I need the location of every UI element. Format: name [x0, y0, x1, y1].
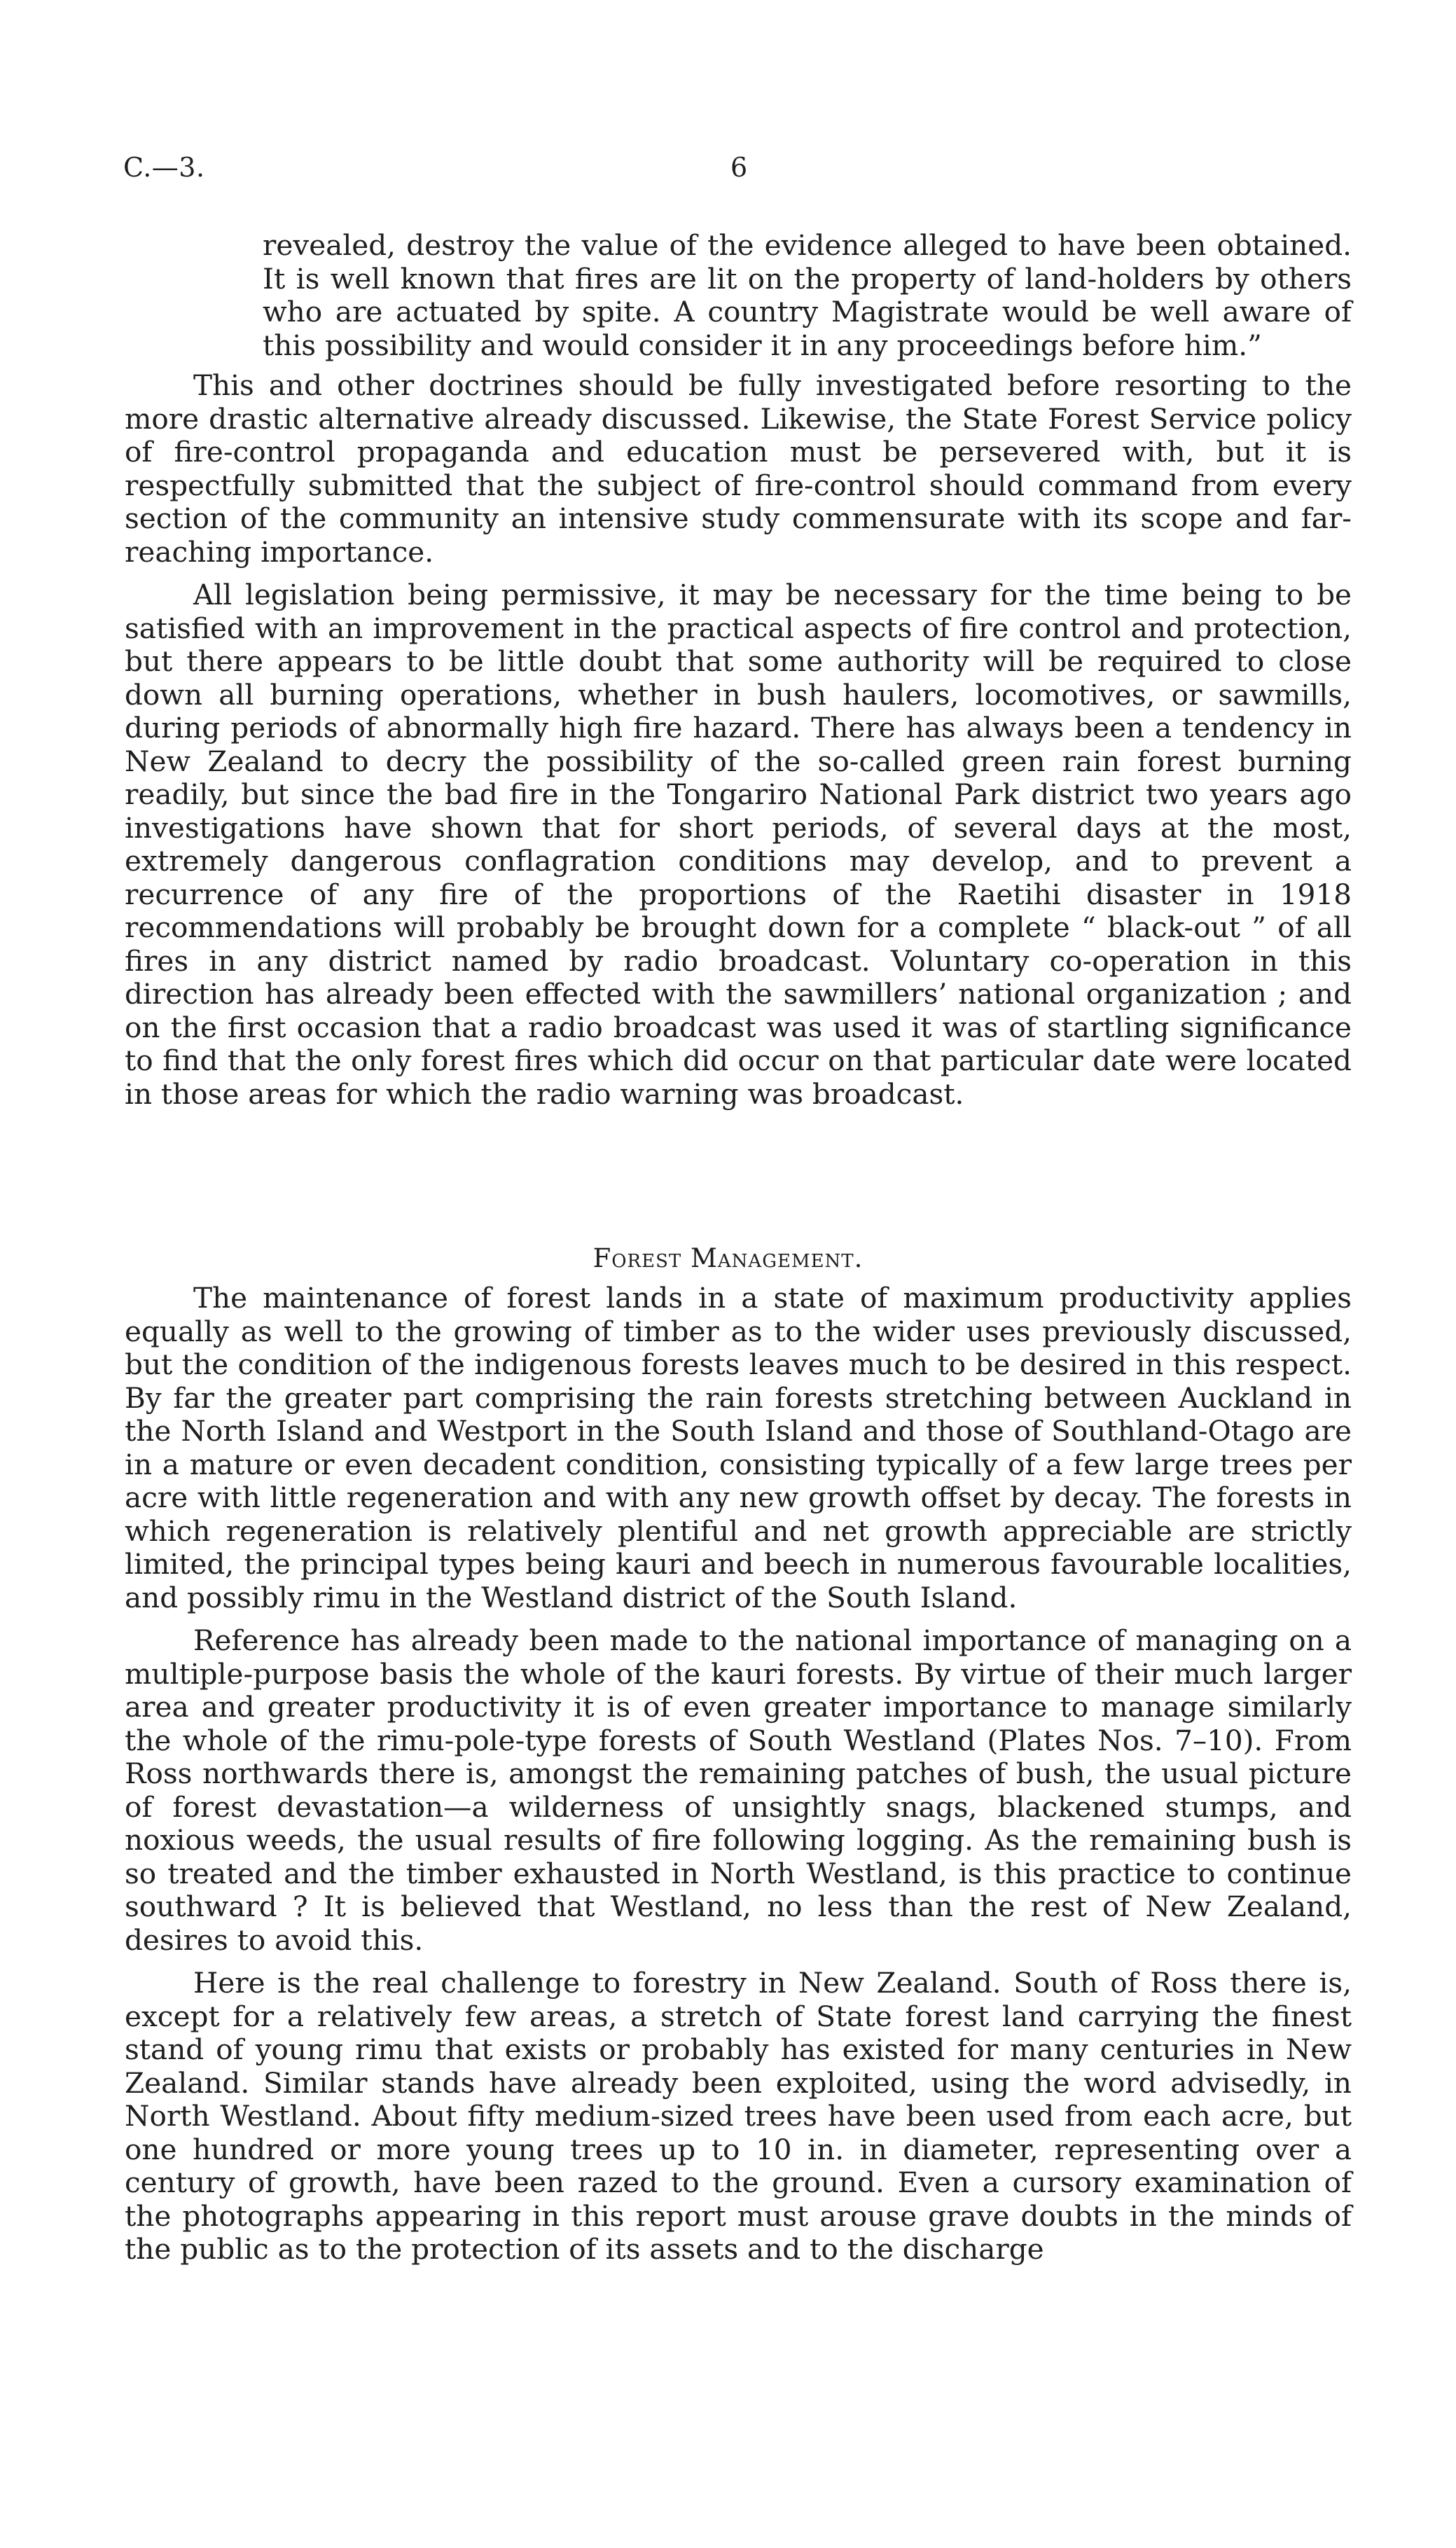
- forest-management-section: [125, 1282, 1352, 2266]
- report-reference: C.—3.: [123, 152, 205, 183]
- paragraph: The maintenance of forest lands in a state of maximum productivity applies equally as well to the growing of timber as to the wider uses previously discussed, but the condition of the indigenous forests leaves much to be desired in this respect. By far the greater part comprising the rain forests stretching between Auckland in the North Island and Westport in the South Island and those of Southland-Otago are in a mature or even decadent condition, consisting typically of a few large trees per acre with little regeneration and with any new growth offset by decay. The forests in which regeneration is relatively plentiful and net growth appreciable are strictly limited, the principal types being kauri and beech in numerous favourable localities, and possibly rimu in the Westland district of the South Island.: [125, 1281, 1352, 1614]
- paragraph: All legislation being permissive, it may be necessary for the time being to be satisfied with an improvement in the practical aspects of fire control and protection, but there appears to be little doubt that some authority will be required to close down all burning operations, whether in bush haulers, locomotives, or sawmills, during periods of abnormally high fire hazard. There has always been a tendency in New Zealand to decry the possibility of the so-called green rain forest burning readily, but since the bad fire in the Tongariro National Park district two years ago investigations have shown that for short periods, of several days at the most, extremely dangerous conflagration conditions may develop, and to prevent a recurrence of any fire of the proportions of the Raetihi disaster in 1918 recommendations will probably be brought down for a complete “ black-out ” of all fires in any district named by radio broadcast. Voluntary co-operation in this direction has already been effected with the sawmillers’ national organization ; and on the first occasion that a radio broadcast was used it was of startling significance to find that the only forest fires which did occur on that particular date were located in those areas for which the radio warning was broadcast.: [125, 578, 1352, 1111]
- paragraph: This and other doctrines should be fully investigated before resorting to the more drastic alternative already discussed. Likewise, the State Forest Service policy of fire-control propaganda and education must be persevered with, but it is respectfully submitted that the subject of fire-control should command from every section of the community an intensive study commensurate with its scope and far-reaching importance.: [125, 368, 1352, 569]
- fire-control-section: [125, 369, 1352, 1111]
- section-heading: Forest Management.: [592, 1243, 864, 1273]
- paragraph: Here is the real challenge to forestry in New Zealand. South of Ross there is, except for a relatively few areas, a stretch of State forest land carrying the finest stand of young rimu that exists or probably has existed for many centuries in New Zealand. Similar stands have already been exploited, using the word advisedly, in North Westland. About fifty medium-sized trees have been used from each acre, but one hundred or more young trees up to 10 in. in diameter, representing over a century of growth, have been razed to the ground. Even a cursory examination of the photographs appearing in this report must arouse grave doubts in the minds of the public as to the protection of its assets and to the discharge: [125, 1966, 1352, 2266]
- quoted-passage: [263, 229, 1352, 362]
- paragraph: Reference has already been made to the national importance of managing on a multiple-purpose basis the whole of the kauri forests. By virtue of their much larger area and greater productivity it is of even greater importance to manage similarly the whole of the rimu-pole-type forests of South Westland (Plates Nos. 7–10). From Ross northwards there is, amongst the remaining patches of bush, the usual picture of forest devastation—a wilderness of unsightly snags, blackened stumps, and noxious weeds, the usual results of fire following logging. As the remaining bush is so treated and the timber exhausted in North Westland, is this practice to continue southward ? It is believed that Westland, no less than the rest of New Zealand, desires to avoid this.: [125, 1623, 1352, 1957]
- page-number: 6: [730, 152, 748, 183]
- quote-text: revealed, destroy the value of the evidence alleged to have been obtained. It is well known that fires are lit on the property of land-holders by others who are actuated by spite. A country Magistrate would be well aware of this possibility and would consider it in any proceedings before him.”: [263, 228, 1352, 362]
